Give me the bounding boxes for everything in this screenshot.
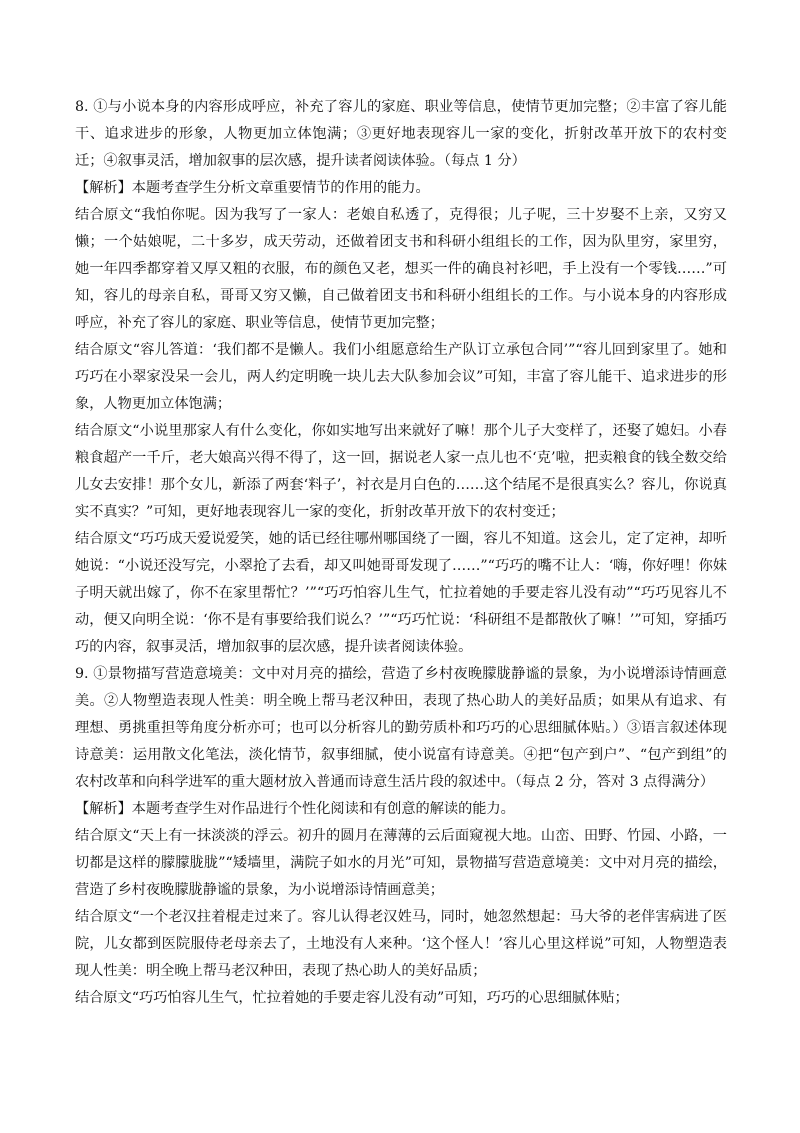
analysis-9-point-1: 结合原文“天上有一抹淡淡的浮云。初升的圆月在薄薄的云后面窥视大地。山峦、田野、竹园、小路，一切都是这样的朦朦胧胧”“矮墙里，满院子如水的月光”可知，景物描写营造意境美：文中对月亮的描绘，营造了乡村夜晚朦胧静谧的景象，为小说增添诗情画意美； (75, 828, 727, 898)
answer-9-paragraph: 9. ①景物描写营造意境美：文中对月亮的描绘，营造了乡村夜晚朦胧静谧的景象，为小说增添诗情画意美。②人物塑造表现人性美：明全晚上帮马老汉种田，表现了热心助人的美好品质；如果从有追求、有理想、勇挑重担等角度分析亦可；也可以分析容儿的勤劳质朴和巧巧的心思细腻体贴。）③语言叙述体现诗意美：运用散文化笔法，淡化情节，叙事细腻，使小说富有诗意美。④把“包产到户”、“包产到组”的农村改革和向科学进军的重大题材放入普通而诗意生活片段的叙述中。（每点 2 分，答对 3 点得满分） (75, 666, 727, 790)
analysis-9-point-2: 结合原文“一个老汉拄着棍走过来了。容儿认得老汉姓马，同时，她忽然想起：马大爷的老伴害病进了医院，儿女都到医院服侍老母亲去了，土地没有人来种。‘这个怪人！’容儿心里这样说”可知，人物塑造表现人性美：明全晚上帮马老汉种田，表现了热心助人的美好品质； (75, 909, 727, 979)
analysis-9-point-3: 结合原文“巧巧怕容儿生气，忙拉着她的手要走容儿没有动”可知，巧巧的心思细腻体贴； (75, 990, 629, 1006)
analysis-8-point-1: 结合原文“我怕你呢。因为我写了一家人：老娘自私透了，克得很；儿子呢，三十岁娶不上亲，又穷又懒；一个姑娘呢，二十多岁，成天劳动，还做着团支书和科研小组组长的工作，因为队里穷，家里穷，她一年四季都穿着又厚又粗的衣服，布的颜色又老，想买一件的确良衬衫吧，手上没有一个零钱……”可知，容儿的母亲自私，哥哥又穷又懒，自己做着团支书和科研小组组长的工作。与小说本身的内容形成呼应，补充了容儿的家庭、职业等信息，使情节更加完整； (75, 207, 727, 331)
answer-8-paragraph: 8. ①与小说本身的内容形成呼应，补充了容儿的家庭、职业等信息，使情节更加完整；②丰富了容儿能干、追求进步的形象，人物更加立体饱满；③更好地表现容儿一家的变化，折射改革开放下的农村变迁；④叙事灵活，增加叙事的层次感，提升读者阅读体验。（每点 1 分） (75, 99, 727, 169)
analysis-8-point-2: 结合原文“容儿答道：‘我们都不是懒人。我们小组愿意给生产队订立承包合同’”“容儿回到家里了。她和巧巧在小翠家没呆一会儿，两人约定明晚一块儿去大队参加会议”可知，丰富了容儿能干、追求进步的形象，人物更加立体饱满； (75, 342, 727, 412)
analysis-8-point-4: 结合原文“巧巧成天爱说爱笑，她的话已经往哪州哪国绕了一圈，容儿不知道。这会儿，定了定神，却听她说：“小说还没写完，小翠抢了去看，却又叫她哥哥发现了……”“巧巧的嘴不让人：‘嗨，你好哩！你妹子明天就出嫁了，你不在家里帮忙？’”“巧巧怕容儿生气，忙拉着她的手要走容儿没有动”“巧巧见容儿不动，便又向明全说：‘你不是有事要给我们说么？’”“巧巧忙说：‘科研组不是都散伙了嘛！’”可知，穿插巧巧的内容，叙事灵活，增加叙事的层次感，提升读者阅读体验。 (75, 531, 727, 655)
analysis-8-point-3: 结合原文“小说里那家人有什么变化，你如实地写出来就好了嘛！那个儿子大变样了，还娶了媳妇。小春粮食超产一千斤，老大娘高兴得不得了，这一回，据说老人家一点儿也不‘克’啦，把卖粮食的钱全数交给儿女去安排！那个女儿，新添了两套‘料子’，衬衣是月白色的……这个结尾不是很真实么？容儿，你说真实不真实？”可知，更好地表现容儿一家的变化，折射改革开放下的农村变迁； (75, 423, 727, 520)
analysis-9-heading: 【解析】本题考查学生对作品进行个性化阅读和有创意的解读的能力。 (75, 801, 515, 817)
analysis-8-heading: 【解析】本题考查学生分析文章重要情节的作用的能力。 (75, 180, 430, 196)
answer-content (75, 94, 727, 1012)
